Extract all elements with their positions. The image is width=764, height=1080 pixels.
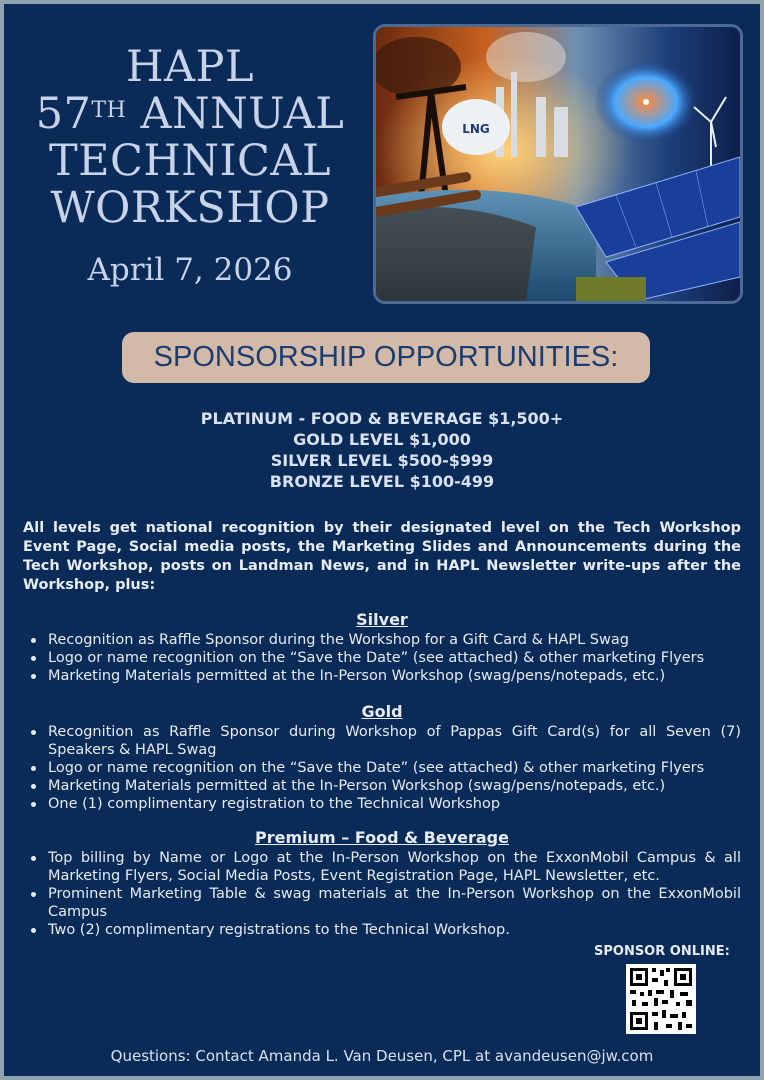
- level-bronze: BRONZE LEVEL $100-499: [269, 472, 495, 491]
- gold-section-title: Gold: [361, 702, 403, 721]
- title-line-org: HAPL: [125, 42, 255, 92]
- level-silver: SILVER LEVEL $500-$999: [270, 451, 494, 470]
- list-item: One (1) complimentary registration to the Technical Workshop: [48, 795, 741, 813]
- event-date: April 7, 2026: [87, 252, 293, 288]
- flyer-page: [4, 4, 760, 1076]
- list-item: Prominent Marketing Table & swag materials at the In-Person Workshop on the ExxonMobil Campus: [48, 886, 741, 920]
- list-item: Marketing Materials permitted at the In-Person Workshop (swag/pens/notepads, etc.): [48, 667, 741, 685]
- title-line-annual: [4, 91, 376, 138]
- event-title: [4, 44, 376, 232]
- sponsorship-banner: SPONSORSHIP OPPORTUNITIES:: [122, 332, 650, 383]
- sponsorship-levels: [4, 408, 760, 492]
- title-ordinal-suffix: TH: [91, 98, 127, 123]
- title-line-workshop: WORKSHOP: [50, 183, 330, 233]
- premium-section: [4, 828, 760, 939]
- title-ordinal: 57: [35, 89, 92, 139]
- list-item: Logo or name recognition on the “Save the Date” (see attached) & other marketing Flyers: [48, 759, 741, 777]
- list-item: Recognition as Raffle Sponsor during the Workshop for a Gift Card & HAPL Swag: [48, 631, 741, 649]
- contact-footer: Questions: Contact Amanda L. Van Deusen, CPL at avandeusen@jw.com: [110, 1047, 654, 1065]
- list-item: Top billing by Name or Logo at the In-Person Workshop on the ExxonMobil Campus & all Marketing Flyers, Social Media Posts, Event Registration Page, HAPL Newsletter, etc.: [48, 850, 741, 884]
- gold-section: [4, 702, 760, 813]
- premium-benefits-list: [4, 849, 741, 939]
- qr-code[interactable]: [626, 964, 696, 1034]
- silver-section-title: Silver: [356, 610, 408, 629]
- premium-section-title: Premium – Food & Beverage: [255, 828, 509, 847]
- list-item: Marketing Materials permitted at the In-Person Workshop (swag/pens/notepads, etc.): [48, 777, 741, 795]
- silver-section: [4, 610, 760, 685]
- title-line-technical: TECHNICAL: [48, 136, 332, 186]
- energy-collage-illustration: [376, 27, 740, 301]
- gold-benefits-list: [4, 723, 741, 813]
- list-item: Recognition as Raffle Sponsor during Workshop of Pappas Gift Card(s) for all Seven (7) Speakers & HAPL Swag: [48, 724, 741, 758]
- level-gold: GOLD LEVEL $1,000: [293, 430, 471, 449]
- qr-code-icon: [626, 964, 696, 1034]
- level-platinum: PLATINUM - FOOD & BEVERAGE $1,500+: [200, 409, 564, 428]
- hero-energy-image: [373, 24, 743, 304]
- list-item: Two (2) complimentary registrations to the Technical Workshop.: [48, 921, 741, 939]
- recognition-intro: All levels get national recognition by their designated level on the Tech Workshop Event Page, Social media posts, the Marketing Slides and Announcements during the Tech Workshop, posts on Landman News, and in HAPL Newsletter write-ups after the Workshop, plus:: [23, 520, 741, 593]
- silver-benefits-list: [4, 631, 741, 685]
- list-item: Logo or name recognition on the “Save the Date” (see attached) & other marketing Flyers: [48, 649, 741, 667]
- sponsor-online-label: SPONSOR ONLINE:: [594, 944, 730, 959]
- lng-tank-label: LNG: [462, 122, 490, 136]
- title-annual: ANNUAL: [126, 89, 345, 139]
